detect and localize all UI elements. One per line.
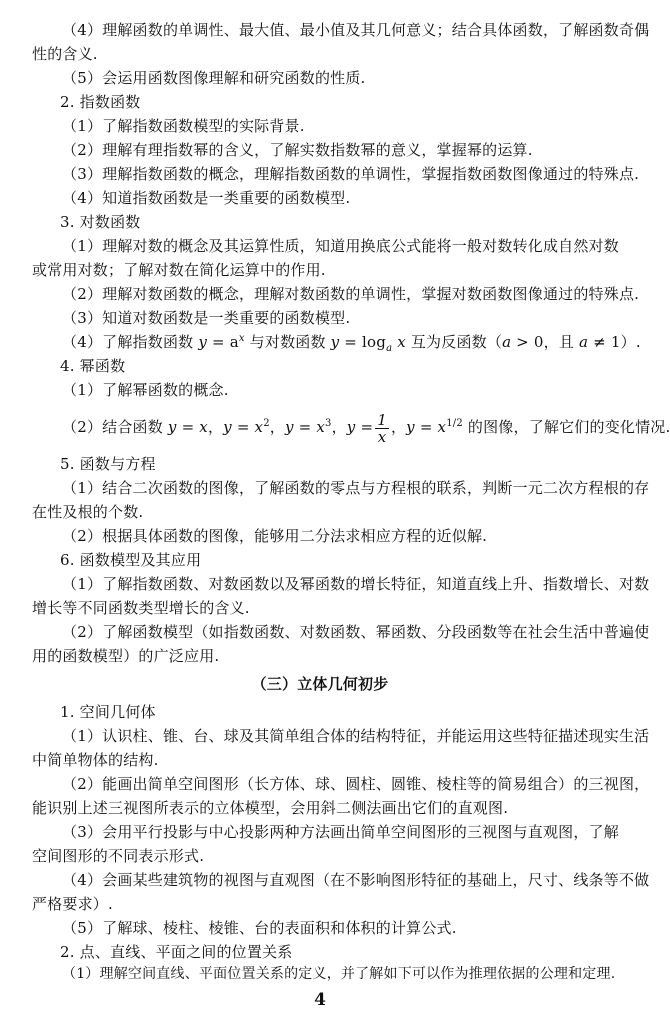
math-expr: y = x <box>167 418 208 436</box>
text-line: 或常用对数；了解对数在简化运算中的作用. <box>32 261 326 279</box>
text-line: （1）结合二次函数的图像，了解函数的零点与方程根的联系，判断一元二次方程根的存 <box>62 479 650 497</box>
text-line: （3）知道对数函数是一类重要的函数模型. <box>62 309 351 327</box>
math-expr: y = <box>346 418 374 436</box>
text-line: （2）能画出简单空间图形（长方体、球、圆柱、圆锥、棱柱等的简易组合）的三视图， <box>62 775 650 793</box>
text-segment: 与对数函数 <box>244 333 331 351</box>
text-line: （3）理解指数函数的概念，理解指数函数的单调性，掌握指数函数图像通过的特殊点. <box>62 165 640 183</box>
text-line: （2）了解函数模型（如指数函数、对数函数、幂函数、分段函数等在社会生活中普遍使 <box>62 623 650 641</box>
text-line: 增长等不同函数类型增长的含义. <box>32 599 250 617</box>
page-number: 4 <box>314 990 326 1010</box>
text-line-formula <box>62 330 641 354</box>
separator: ， <box>390 418 407 436</box>
section-heading: 2. 指数函数 <box>60 93 141 111</box>
chapter-heading: （三）立体几何初步 <box>251 675 389 693</box>
math-op: = a <box>207 333 239 351</box>
math-op: = log <box>339 333 387 351</box>
text-line: 性的含义. <box>32 45 98 63</box>
text-line: （1）了解指数函数、对数函数以及幂函数的增长特征，知道直线上升、指数增长、对数 <box>62 575 650 593</box>
math-expr: y = x <box>223 418 264 436</box>
text-line: （2）理解对数函数的概念，理解对数函数的单调性，掌握对数函数图像通过的特殊点. <box>62 285 640 303</box>
math-subscript: a <box>386 343 393 354</box>
section-heading: 5. 函数与方程 <box>60 455 156 473</box>
text-line: 在性及根的个数. <box>32 503 144 521</box>
fraction-numerator: 1 <box>377 410 387 429</box>
text-line: （1）了解幂函数的概念. <box>62 381 229 399</box>
text-line: （3）会用平行投影与中心投影两种方法画出简单空间图形的三视图与直观图，了解 <box>62 823 619 841</box>
text-segment: （2）结合函数 <box>62 418 168 436</box>
text-segment: ≠ 1）. <box>588 333 641 351</box>
text-line: （5）会运用函数图像理解和研究函数的性质. <box>62 69 366 87</box>
math-var: x <box>392 333 406 351</box>
math-expr: y = x <box>406 418 447 436</box>
section-heading: 2. 点、直线、平面之间的位置关系 <box>60 943 293 961</box>
text-line: （1）认识柱、锥、台、球及其简单组合体的结构特征，并能运用这些特征描述现实生活 <box>62 727 650 745</box>
text-line: 严格要求）. <box>32 895 113 913</box>
text-line: 空间图形的不同表示形式. <box>32 847 205 865</box>
math-exponent: 3 <box>325 418 332 429</box>
text-line-formula <box>62 410 670 446</box>
text-line: （4）知道指数函数是一类重要的函数模型. <box>62 189 351 207</box>
text-line: （1）了解指数函数模型的实际背景. <box>62 117 305 135</box>
text-segment: 的图像，了解它们的变化情况. <box>462 418 670 436</box>
text-line: （2）理解有理指数幂的含义，了解实数指数幂的意义，掌握幂的运算. <box>62 141 533 159</box>
text-line: （1）理解对数的概念及其运算性质，知道用换底公式能将一般对数转化成自然对数 <box>62 237 619 255</box>
text-line: （1）理解空间直线、平面位置关系的定义，并了解如下可以作为推理依据的公理和定理. <box>62 966 616 982</box>
math-fraction <box>375 412 389 445</box>
text-line: （4）理解函数的单调性、最大值、最小值及其几何意义；结合具体函数，了解函数奇偶 <box>62 21 650 39</box>
separator: ， <box>207 418 224 436</box>
math-var: a <box>579 333 589 351</box>
text-line: 用的函数模型）的广泛应用. <box>32 647 220 665</box>
text-segment: （4）了解指数函数 <box>62 333 199 351</box>
math-var: a <box>502 333 512 351</box>
math-exponent: 1/2 <box>446 418 463 429</box>
section-heading: 3. 对数函数 <box>60 213 141 231</box>
text-segment: > 0，且 <box>511 333 580 351</box>
text-line: （4）会画某些建筑物的视图与直观图（在不影响图形特征的基础上，尺寸、线条等不做 <box>62 871 650 889</box>
text-line: （2）根据具体函数的图像，能够用二分法求相应方程的近似解. <box>62 527 488 545</box>
text-line: 能识别上述三视图所表示的立体模型，会用斜二侧法画出它们的直观图. <box>32 799 509 817</box>
section-heading: 4. 幂函数 <box>60 357 126 375</box>
section-heading: 6. 函数模型及其应用 <box>60 551 202 569</box>
separator: ， <box>331 418 347 436</box>
math-var: y <box>198 333 207 351</box>
math-exponent: 2 <box>263 418 270 429</box>
text-line: 中简单物体的结构. <box>32 751 159 769</box>
math-exponent: x <box>238 333 245 344</box>
separator: ， <box>269 418 285 436</box>
math-expr: y = x <box>284 418 326 436</box>
text-line: （5）了解球、棱柱、棱锥、台的表面积和体积的计算公式. <box>62 919 457 937</box>
text-segment: 互为反函数（ <box>405 333 503 351</box>
section-heading: 1. 空间几何体 <box>60 703 156 721</box>
math-var: y <box>330 333 340 351</box>
fraction-denominator: x <box>377 427 387 446</box>
